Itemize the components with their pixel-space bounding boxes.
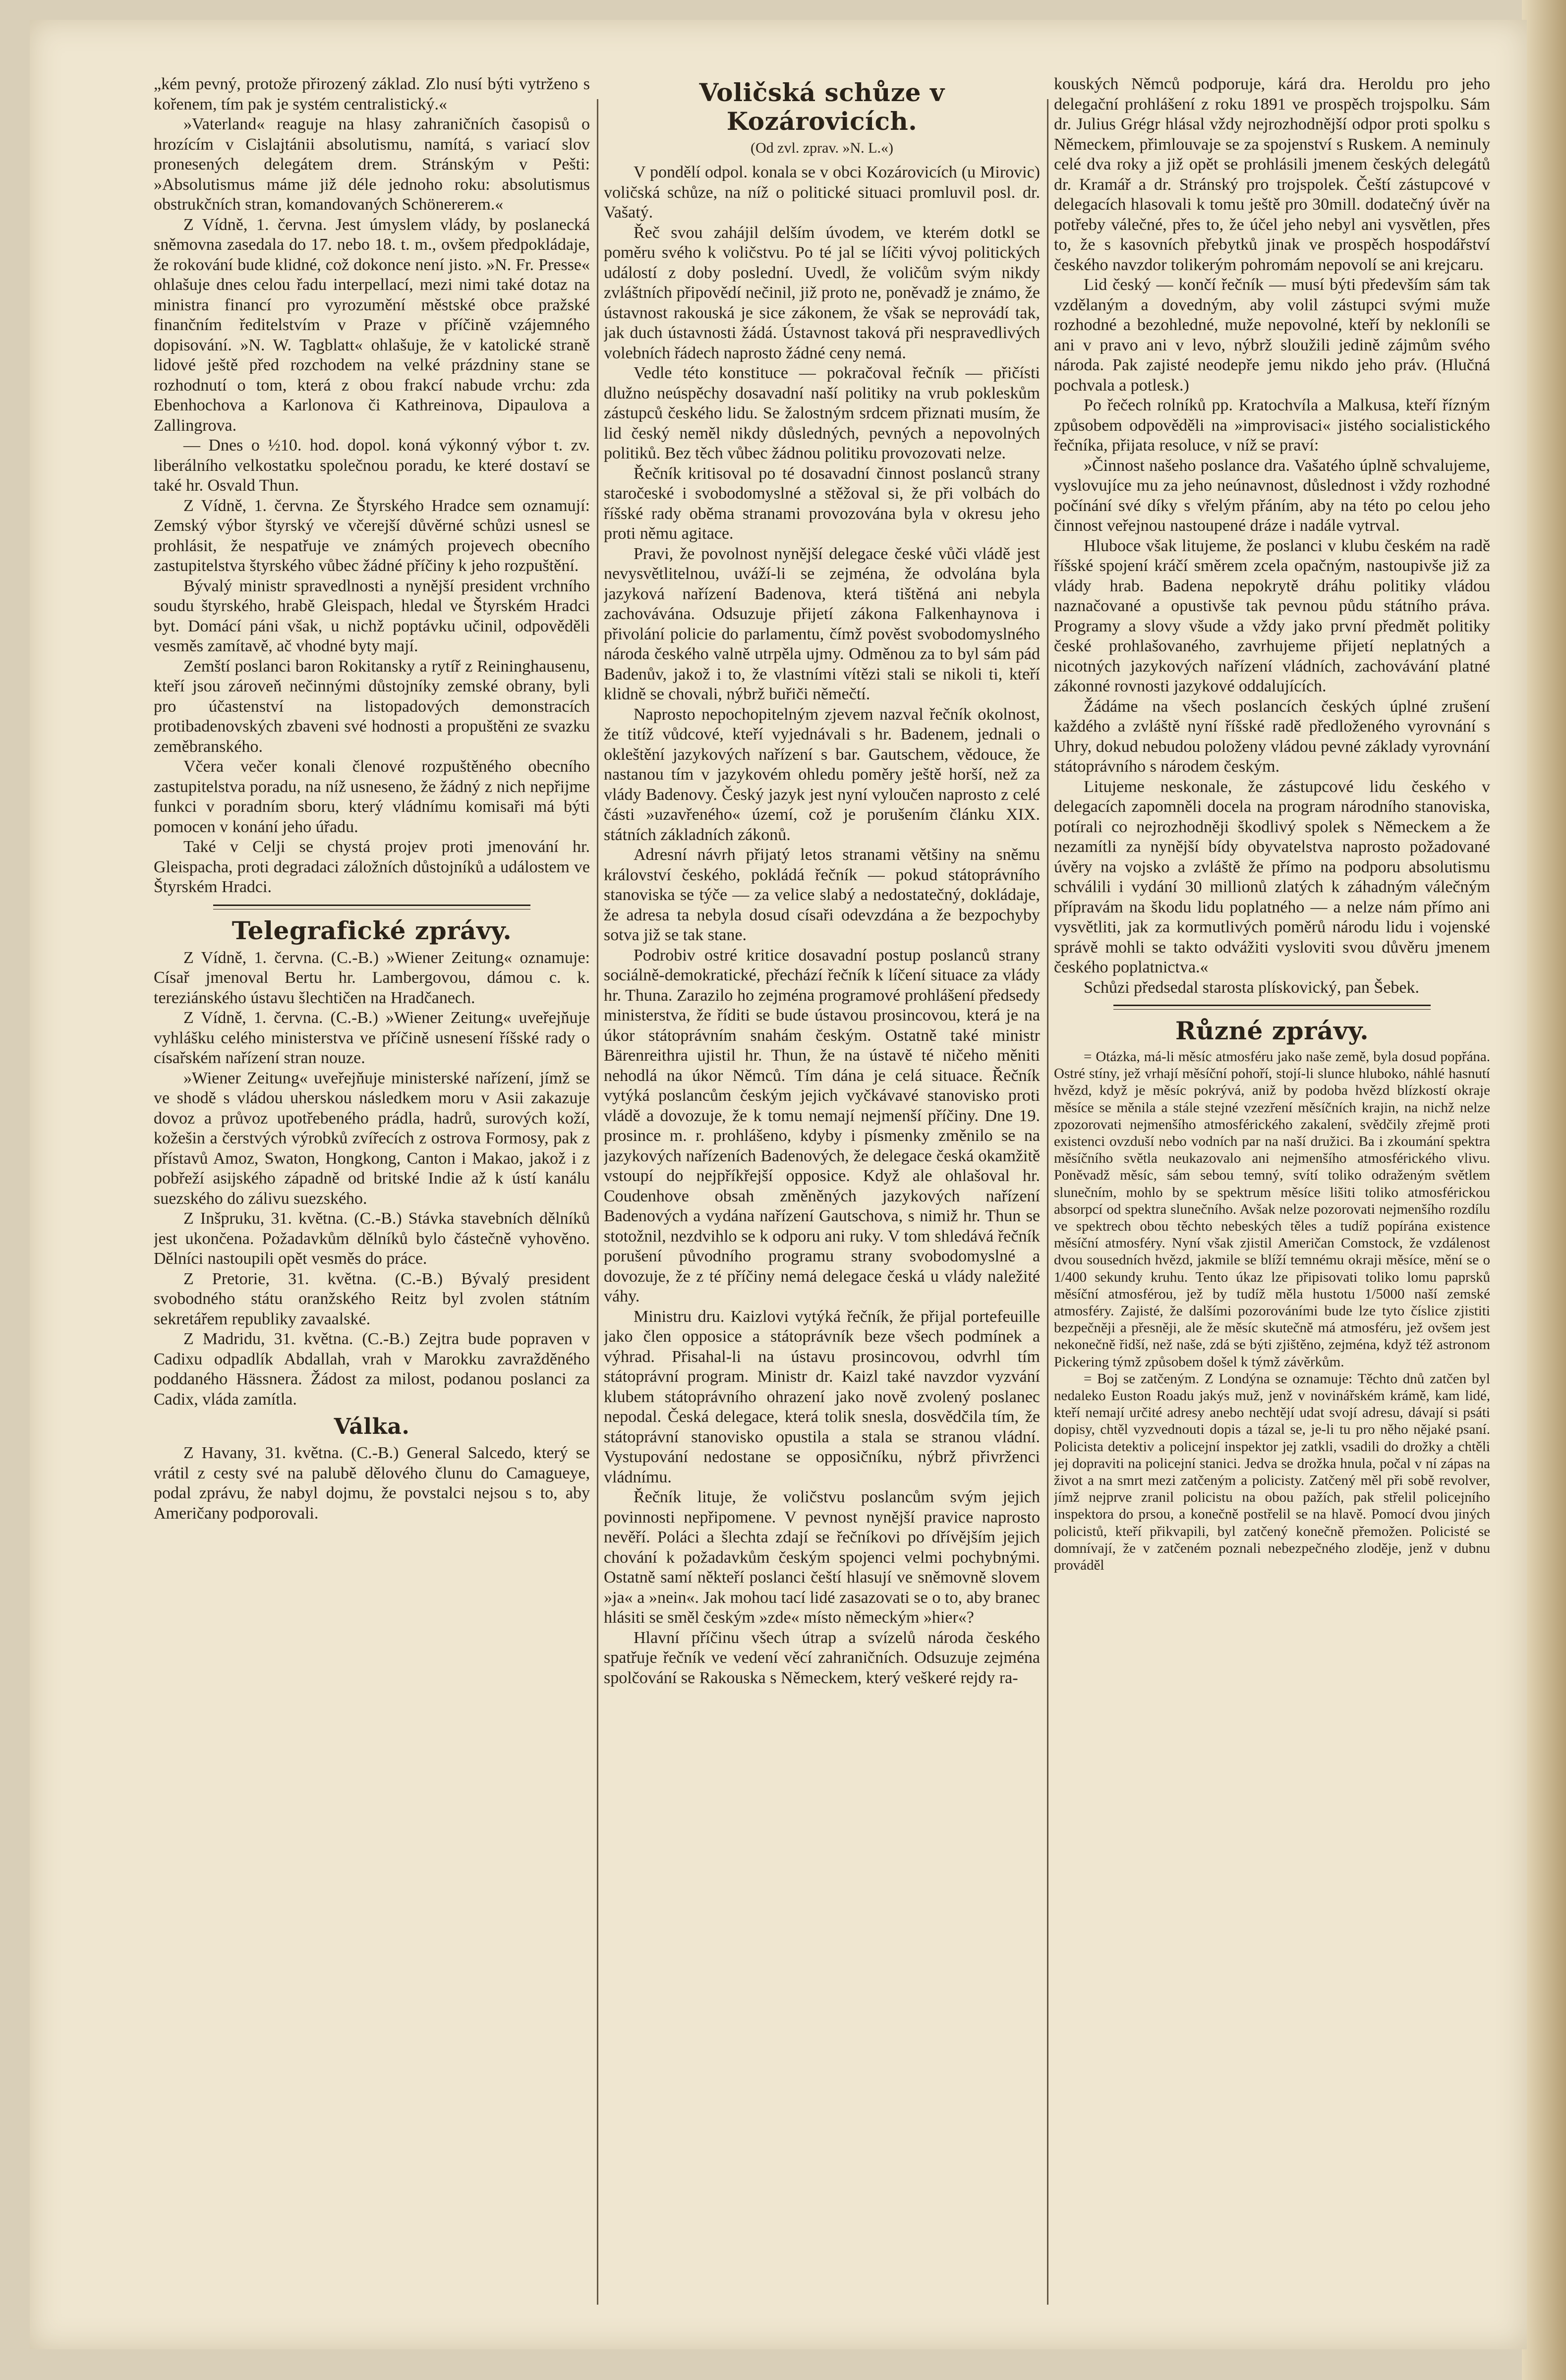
paragraph-resoluce-3: Žádáme na všech poslancích českých úplné zrušení každého a zvláště nyní říšské radě předloženého vyrovnání s Uhry, dokud nebudou položeny vládou pevné základy vyrovnání státoprávního s národem českým. (1054, 697, 1490, 776)
column-1 (154, 74, 590, 2350)
paragraph-zemsti-poslanci: Zemští poslanci baron Rokitansky a rytíř z Reininghausenu, kteří jsou zároveň nečinnými důstojníky zemské obrany, byli pro účastenství na listopadových demonstracích protibadenovských zbaveni své hodnosti a propuštěni ze svazku zeměbranského. (154, 657, 590, 756)
paragraph-po-recech: Po řečech rolníků pp. Kratochvíla a Malkusa, kteří řízným způsobem odpověděli na »improvisaci« jistého socialistického řečníka, přijata resoluce, v níž se praví: (1054, 396, 1490, 454)
paragraph-celji: Také v Celji se chystá projev proti jmenování hr. Gleispacha, proti degradaci záložních důstojníků a událostem ve Štyrském Hradci. (154, 838, 590, 896)
heading-ruzne-zpravy: Různé zprávy. (1175, 1016, 1369, 1045)
column-2 (604, 74, 1040, 2350)
paragraph-1: V pondělí odpol. konala se v obci Kozárovicích (u Mirovic) voličská schůze, na níž o politické situaci promluvil posl. dr. Vašatý. (604, 163, 1040, 222)
column-3 (1054, 74, 1490, 2350)
paragraph-vienna-1: Z Vídně, 1. června. Jest úmyslem vlády, by poslanecká sněmovna zasedala do 17. nebo 18. t. m., ovšem předpokládaje, že rokování bude klidné, což dokonce není jisto. »N. Fr. Presse« ohlašuje dnes celou řadu interpellací, mezi nimi také dotaz na ministra financí pro vyrozumění městské obce pražské finančním ředitelstvím v Praze v příčině vzájemného dopisování. »N. W. Tagblatt« ohlašuje, že v katolické straně lidové ještě před rozchodem na velké prázdniny stane se rozhodnutí o tom, která z obou frakcí nabude vrchu: zda Ebenhochova a Karlonova či Kathreinova, Dipaulova a Zallingrova. (154, 215, 590, 435)
section-separator (1113, 1005, 1431, 1010)
paragraph-byvaly-ministr: Bývalý ministr spravedlnosti a nynější president vrchního soudu štyrského, hrabě Gleispach, hledal ve Štyrském Hradci byt. Domácí páni však, u nichž poptávku učinil, odpověděli vesměs zamítavě, ač vhodné byty mají. (154, 576, 590, 655)
paragraph-vcera-vecer: Včera večer konali členové rozpuštěného obecního zastupitelstva poradu, na níž usneseno, že žádný z nich nepřijme funkci v poradním sboru, který vládnímu komisaři má býti pomocen v konání jeho úřadu. (154, 757, 590, 836)
paragraph-telegram-3: »Wiener Zeitung« uveřejňuje ministerské nařízení, jímž se ve shodě s vládou uherskou následkem moru v Asii zakazuje dovoz a průvoz upotřebeného prádla, hadrů, surových koží, kožešin a čerstvých výrobků zvířecích z ostrova Formosy, pak z přístavů Amoz, Swaton, Hongkong, Canton i Makao, jakož i z pobřeží asijského západně od britské Indie až k ústí kanálu suezského do zálivu suezského. (154, 1069, 590, 1208)
paragraph-telegram-2: Z Vídně, 1. června. (C.-B.) »Wiener Zeitung« uveřejňuje vyhlášku celého ministerstva ve příčině usnesení říšské rady o císařském nařízení stran nouze. (154, 1009, 590, 1067)
paragraph-3: Vedle této konstituce — pokračoval řečník — přičísti dlužno neúspěchy dosavadní naší politiky na vrub pokleskům zástupců českého lidu. Se žalostným srdcem přiznati musím, že lid český neměl nikdy důsledných, pevných a nepovolných politiků. Bez těch vůbec žádnou politiku provozovati nelze. (604, 364, 1040, 462)
paragraph-resoluce-1: »Činnost našeho poslance dra. Vašatého úplně schvalujeme, vyslovujíce mu za jeho neúnavnost, důslednost i vždy rozhodné počínání své díky s vřelým přáním, aby na této po celou jeho činnost veřejnou nastoupené dráze i nadále vytrval. (1054, 456, 1490, 535)
paragraph-vienna-2: Z Vídně, 1. června. Ze Štyrského Hradce sem oznamují: Zemský výbor štyrský ve včerejší důvěrné schůzi usnesl se prohlásit, že nespatřuje ve známých projevech obecního zastupitelstva štyrského vůbec žádné příčiny k jeho rozpuštění. (154, 496, 590, 575)
paragraph-dnes: — Dnes o ½10. hod. dopol. koná výkonný výbor t. zv. liberálního velkostatku společnou poradu, ke které dostaví se také hr. Osvald Thun. (154, 436, 590, 495)
paragraph-9: Ministru dru. Kaizlovi vytýká řečník, že přijal portefeuille jako člen opposice a státoprávník beze všech podmínek a výhrad. Přisahal-li na ústavu prosincovou, odvrhl tím státoprávní program. Ministr dr. Kaizl také navzdor vyzvání klubem státoprávního ohrazení jako nově zvolený poslanec nepodal. Česká delegace, která tolik snesla, dosvědčila tím, že státoprávní stanovisko opustila a stala se stranou vládní. Vystupování nedostane se opposičníku, nýbrž přivrženci vládnímu. (604, 1307, 1040, 1486)
heading-telegraficke-zpravy: Telegrafické zprávy. (232, 915, 512, 945)
paragraph-mesic-atmosfera: = Otázka, má-li měsíc atmosféru jako naše země, byla dosud popřána. Ostré stíny, jež vrhají měsíční pohoří, stojí-li slunce hluboko, náhlé hasnutí hvězd, když je měsíc pokrývá, aniž by podoba hvězd blízkostí okraje měsíce se měnila a stále stejné vzezření měsíčních krajin, na nichž nelze zpozorovati nejmenšího atmosférického zakalení, svědčily zřejmě proti existenci ovzduší nebo vodních par na naší družici. Ba i zkoumání spektra měsíčního světla neukazovalo ani nejmenšího atmosférického vlivu. Poněvadž měsíc, sám sebou temný, svítí toliko odraženým světlem slunečním, mohlo by se spektrum měsíce lišiti toliko atmosférickou absorpcí od spektra slunečního. Avšak nelze pozorovati nejmenšího rozdílu ve spektrech obou těchto nebeských těles a tudíž popírána existence měsíční atmosféry. Nyní však zjistil Američan Comstock, že vzdálenost dvou sousedních hvězd, jakmile se blíží temnému okraji měsíce, mění se o 1/400 sekundy kruhu. Tento úkaz lze připisovati toliko lomu paprsků měsíční atmosférou, jež by tudíž měla hustotu 1/5000 naší zemské atmosféry. Zajisté, že dalšími pozorováními bude lze tyto číslice zjistiti bezpečněji a přesněji, ale že měsíc skutečně má atmosféru, jež ovšem jest nekonečně řidší, než naše, zdá se býti zjištěno, zejména, když též astronom Pickering týmž způsobem došel k týmž závěrkům. (1054, 1049, 1490, 1370)
paragraph-6: Naprosto nepochopitelným zjevem nazval řečník okolnost, že titíž vůdcové, kteří vyjednávali s hr. Badenem, jednali o okleštění jazykových nařízení s bar. Gautschem, vědouce, že nastanou tím v jazykovém ohledu poměry ještě horší, než za vlády Badenovy. Český jazyk jest nyní vyloučen naprosto z celé části »uzavřeného« území, což je porušením článku XIX. státních základních zákonů. (604, 705, 1040, 844)
paragraph-telegram-1: Z Vídně, 1. června. (C.-B.) »Wiener Zeitung« oznamuje: Císař jmenoval Bertu hr. Lambergovou, dámou c. k. tereziánského ústavu šlechtičen na Hradčanech. (154, 948, 590, 1007)
paragraph-telegram-6: Z Madridu, 31. května. (C.-B.) Zejtra bude popraven v Cadixu odpadlík Abdallah, vrah v Marokku zavražděného poddaného Hässnera. Žádost za milost, podanou poslanci za Cadix, vláda zamítla. (154, 1330, 590, 1409)
paragraph-boj-se-zatcenym: = Boj se zatčeným. Z Londýna se oznamuje: Těchto dnů zatčen byl nedaleko Euston Roadu jakýs muž, jenž v novinářském krámě, kam lidé, kteří nemají určité adresy anebo nechtějí udat svojí adresu, dávají si psáti dopisy, chtěl vyzvednouti dopis a tázal se, je-li tu pro něho nějaké psaní. Policista detektiv a policejní inspektor jej zatkli, vsadili do drožky a chtěli jej dopraviti na policejní stanici. Jedva se drožka hnula, počal v ní zápas na život a na smrt mezi zatčeným a policisty. Zatčený měl při sobě revolver, jímž nejprve zranil policistu na obou pažích, pak střelil policejního inspektora do prsou, a konečně postřelil se na hlavě. Pomocí dvou jiných policistů, kteří přikvapili, byl zatčený konečně přemožen. Policisté se domnívají, že v zatčeném poznali nebezpečného zloděje, jenž v dubnu prováděl (1054, 1370, 1490, 1574)
paragraph-2: Řeč svou zahájil delším úvodem, ve kterém dotkl se poměru svého k voličstvu. Po té jal se líčiti vývoj politických událostí z doby poslední. Uvedl, že voličům svým nikdy zvláštních připovědí nečinil, již proto ne, poněvadž je známo, že ústavnost rakouská je sice zákonem, že však se neprovádí tak, jak duch ústavnosti žádá. Ústavnost taková při nespravedlivých volebních řádech naprosto žádné ceny nemá. (604, 223, 1040, 362)
byline: (Od zvl. zprav. »N. L.«) (751, 140, 893, 156)
paragraph-11: Hlavní příčinu všech útrap a svízelů národa českého spatřuje řečník ve vedení věcí zahraničních. Odsuzuje zejména spolčování se Rakouska s Německem, který veškeré rejdy ra- (604, 1628, 1040, 1687)
section-separator (213, 905, 530, 909)
paragraph-telegram-5: Z Pretorie, 31. května. (C.-B.) Bývalý president svobodného státu oranžského Reitz byl zvolen státním sekretářem republiky zavaalské. (154, 1269, 590, 1328)
paragraph-continued: kouských Němců podporuje, kárá dra. Heroldu pro jeho delegační prohlášení z roku 1891 ve prospěch trojspolku. Sám dr. Julius Grégr hlásal vždy nejrozhodnější odpor proti spolku s Německem, přimlouvaje se za spojenství s Ruskem. A neminuly celé dva roky a již opět se prohlásili jmenem českých delegátů dr. Kramář a dr. Stránský pro trojspolek. Čeští zástupcové v delegacích hlasovali k tomu ještě pro 30mill. dodatečný úvěr na potřeby válečné, přes to, že účel jeho nebyl ani vysvětlen, přes to, že s kasovních přebytků jinak ve prospěch hospodářství českého navzdor tolikerým pohromám nepovolí se ani krejcaru. (1054, 75, 1490, 274)
paragraph-8: Podrobiv ostré kritice dosavadní postup poslanců strany sociálně-demokratické, přechází řečník k líčení situace za vlády hr. Thuna. Zarazilo ho zejména programové prohlášení předsedy ministerstva, že říditi se bude ústavou prosincovou, která je na úkor státoprávním snahám českým. Ostatně také ministr Bärenreithra ujistil hr. Thun, že na ústavě té ničeho měniti nehodlá na úkor Němců. Tím dána je celá situace. Řečník vytýká poslancům českým jejich vyčkávavé stanovisko proti vládě a dovozuje, že k tomu nemají nejmenší příčiny. Dne 19. prosince m. r. prohlášeno, kdyby i písmenky změnilo se na jazykových nařízeních Badenových, že delegace česká okamžitě vstoupí do nejpříkřejší opposice. Když ale ohlašoval hr. Coudenhove obsah změněných jazykových nařízení Badenových a vydána nařízení Gautschova, s nimiž hr. Thun se stotožnil, nezdvihlo se k odporu ani ruky. V tom shledává řečník porušení původního programu strany svobodomyslné a dovozuje, že z té příčiny nemá delegace česká u vlády naležité váhy. (604, 946, 1040, 1305)
paragraph-4: Řečník kritisoval po té dosavadní činnost poslanců strany staročeské i svobodomyslné a stěžoval si, že při volbách do říšské rady oběma stranami provozována byla v okresu jeho proti němu agitace. (604, 464, 1040, 543)
column-rule-right (1047, 99, 1048, 2305)
paragraph-10: Řečník lituje, že voličstvu poslancům svým jejich povinnosti nepřipomene. V pevnost nynější pravice naprosto nevěří. Poláci a šlechta zdají se řečníkovi po dřívějším jejich chování k požadavkům českým spojenci velmi pochybnými. Ostatně samí někteří poslanci čeští hlasují ve sněmovně slovem »ja« a »nein«. Jak mohou tací lidé zasazovati se o to, aby branec hlásiti se směl českým »zde« místo německým »hier«? (604, 1488, 1040, 1627)
paragraph-resoluce-4: Litujeme neskonale, že zástupcové lidu českého v delegacích zapomněli docela na program národního stanoviska, potírali co nejrozhodněji škodlivý spolek s Německem a že nezamítli za nynější bídy obyvatelstva naprosto požadované úvěry na vojsko a zvláště že přímo na podporu absolutismu schválili i vydání 30 millionů zlatých k záhadným válečným přípravám na škodu lidu poplatného — a nelze nám přímo ani vysvětliti, jak za kormutlivých poměrů národu lidu i vojenské správě mohli se takto odvážiti vysloviti svou důvěru jmenem českého poplatnictva.« (1054, 777, 1490, 976)
paragraph-lid-cesky: Lid český — končí řečník — musí býti především sám tak vzdělaným a dovedným, aby volil zástupci svými muže rozhodné a bezohledné, muže nepovolné, kteří by nekloníli se ani v pravo ani v levo, nýbrž sloužili jedině zájmům svého národa. Pak zajisté neodepře jemu nikdo jeho práv. (Hlučná pochvala a potlesk.) (1054, 276, 1490, 395)
paragraph-7: Adresní návrh přijatý letos stranami většiny na sněmu království českého, pokládá řečník — pokud státoprávního stanoviska se týče — za velice slabý a nedostatečný, dokládaje, že adresa ta nebyla dosud císaři odevzdána a že bezpochyby sotva již se tak stane. (604, 846, 1040, 944)
heading-volicska-schuze: Voličská schůze v Kozárovicích. (699, 78, 945, 136)
paragraph-resoluce-2: Hluboce však litujeme, že poslanci v klubu českém na radě říšské spojení kráčí směrem zcela opačným, nastoupivše již za vlády hrab. Badena nepokrytě dráhu politiky vládou naznačované a opustivše tak pevnou půdu státního práva. Programy a slovy všude a vždy jako první předmět politiky české prohlašovaného, zavrhujeme přijetí neplatných a nicotných jazykových nařízení vládních, zachovávání platné zákonné rovnosti jazykové oddalujících. (1054, 536, 1490, 695)
paragraph-war-1: Z Havany, 31. května. (C.-B.) General Salcedo, který se vrátil z cesty své na palubě dělového člunu do Camagueye, podal zprávu, že nabyl dojmu, že povstalci nejsou s to, aby Američany podporovali. (154, 1444, 590, 1523)
paragraph-predsedal: Schůzi předsedal starosta plískovický, pan Šebek. (1084, 978, 1420, 997)
binding-gutter (1522, 0, 1566, 2380)
heading-valka: Válka. (334, 1414, 410, 1439)
column-rule-left (597, 99, 598, 2305)
paragraph-telegram-4: Z Inšpruku, 31. května. (C.-B.) Stávka stavebních dělníků jest ukončena. Požadavkům dělníků bylo částečně vyhověno. Dělníci nastoupili opět vesměs do práce. (154, 1209, 590, 1268)
paragraph-vaterland: »Vaterland« reaguje na hlasy zahraničních časopisů o hrozícím v Cislajtánii absolutismu, namítá, s variací slov pronesených delegátem drem. Stránským v Pešti: »Absolutismus máme již déle jednoho roku: absolutismus obstrukčních stran, komandovaných Schönererem.« (154, 115, 590, 214)
article-intro-text: „kém pevný, protože přirozený základ. Zlo nusí býti vytrženo s kořenem, tím pak je systém centralistický.« (154, 75, 590, 113)
paragraph-5: Pravi, že povolnost nynější delegace české vůči vládě jest nevysvětlitelnou, uváží-li se zejména, že odvolána byla jazyková nařízení Badenova, která tištěná ani nebyla zachovávána. Odsuzuje přijetí zákona Falkenhaynova i přivolání policie do parlamentu, čímž pověst svobodomyslného národa českého valně utrpěla ujmy. Odměnou za to byl sám pád Badenův, jakož i to, že vlastními vítězi stali se nikoli ti, kteří klidně se chovali, nýbrž buřiči němečtí. (604, 544, 1040, 703)
